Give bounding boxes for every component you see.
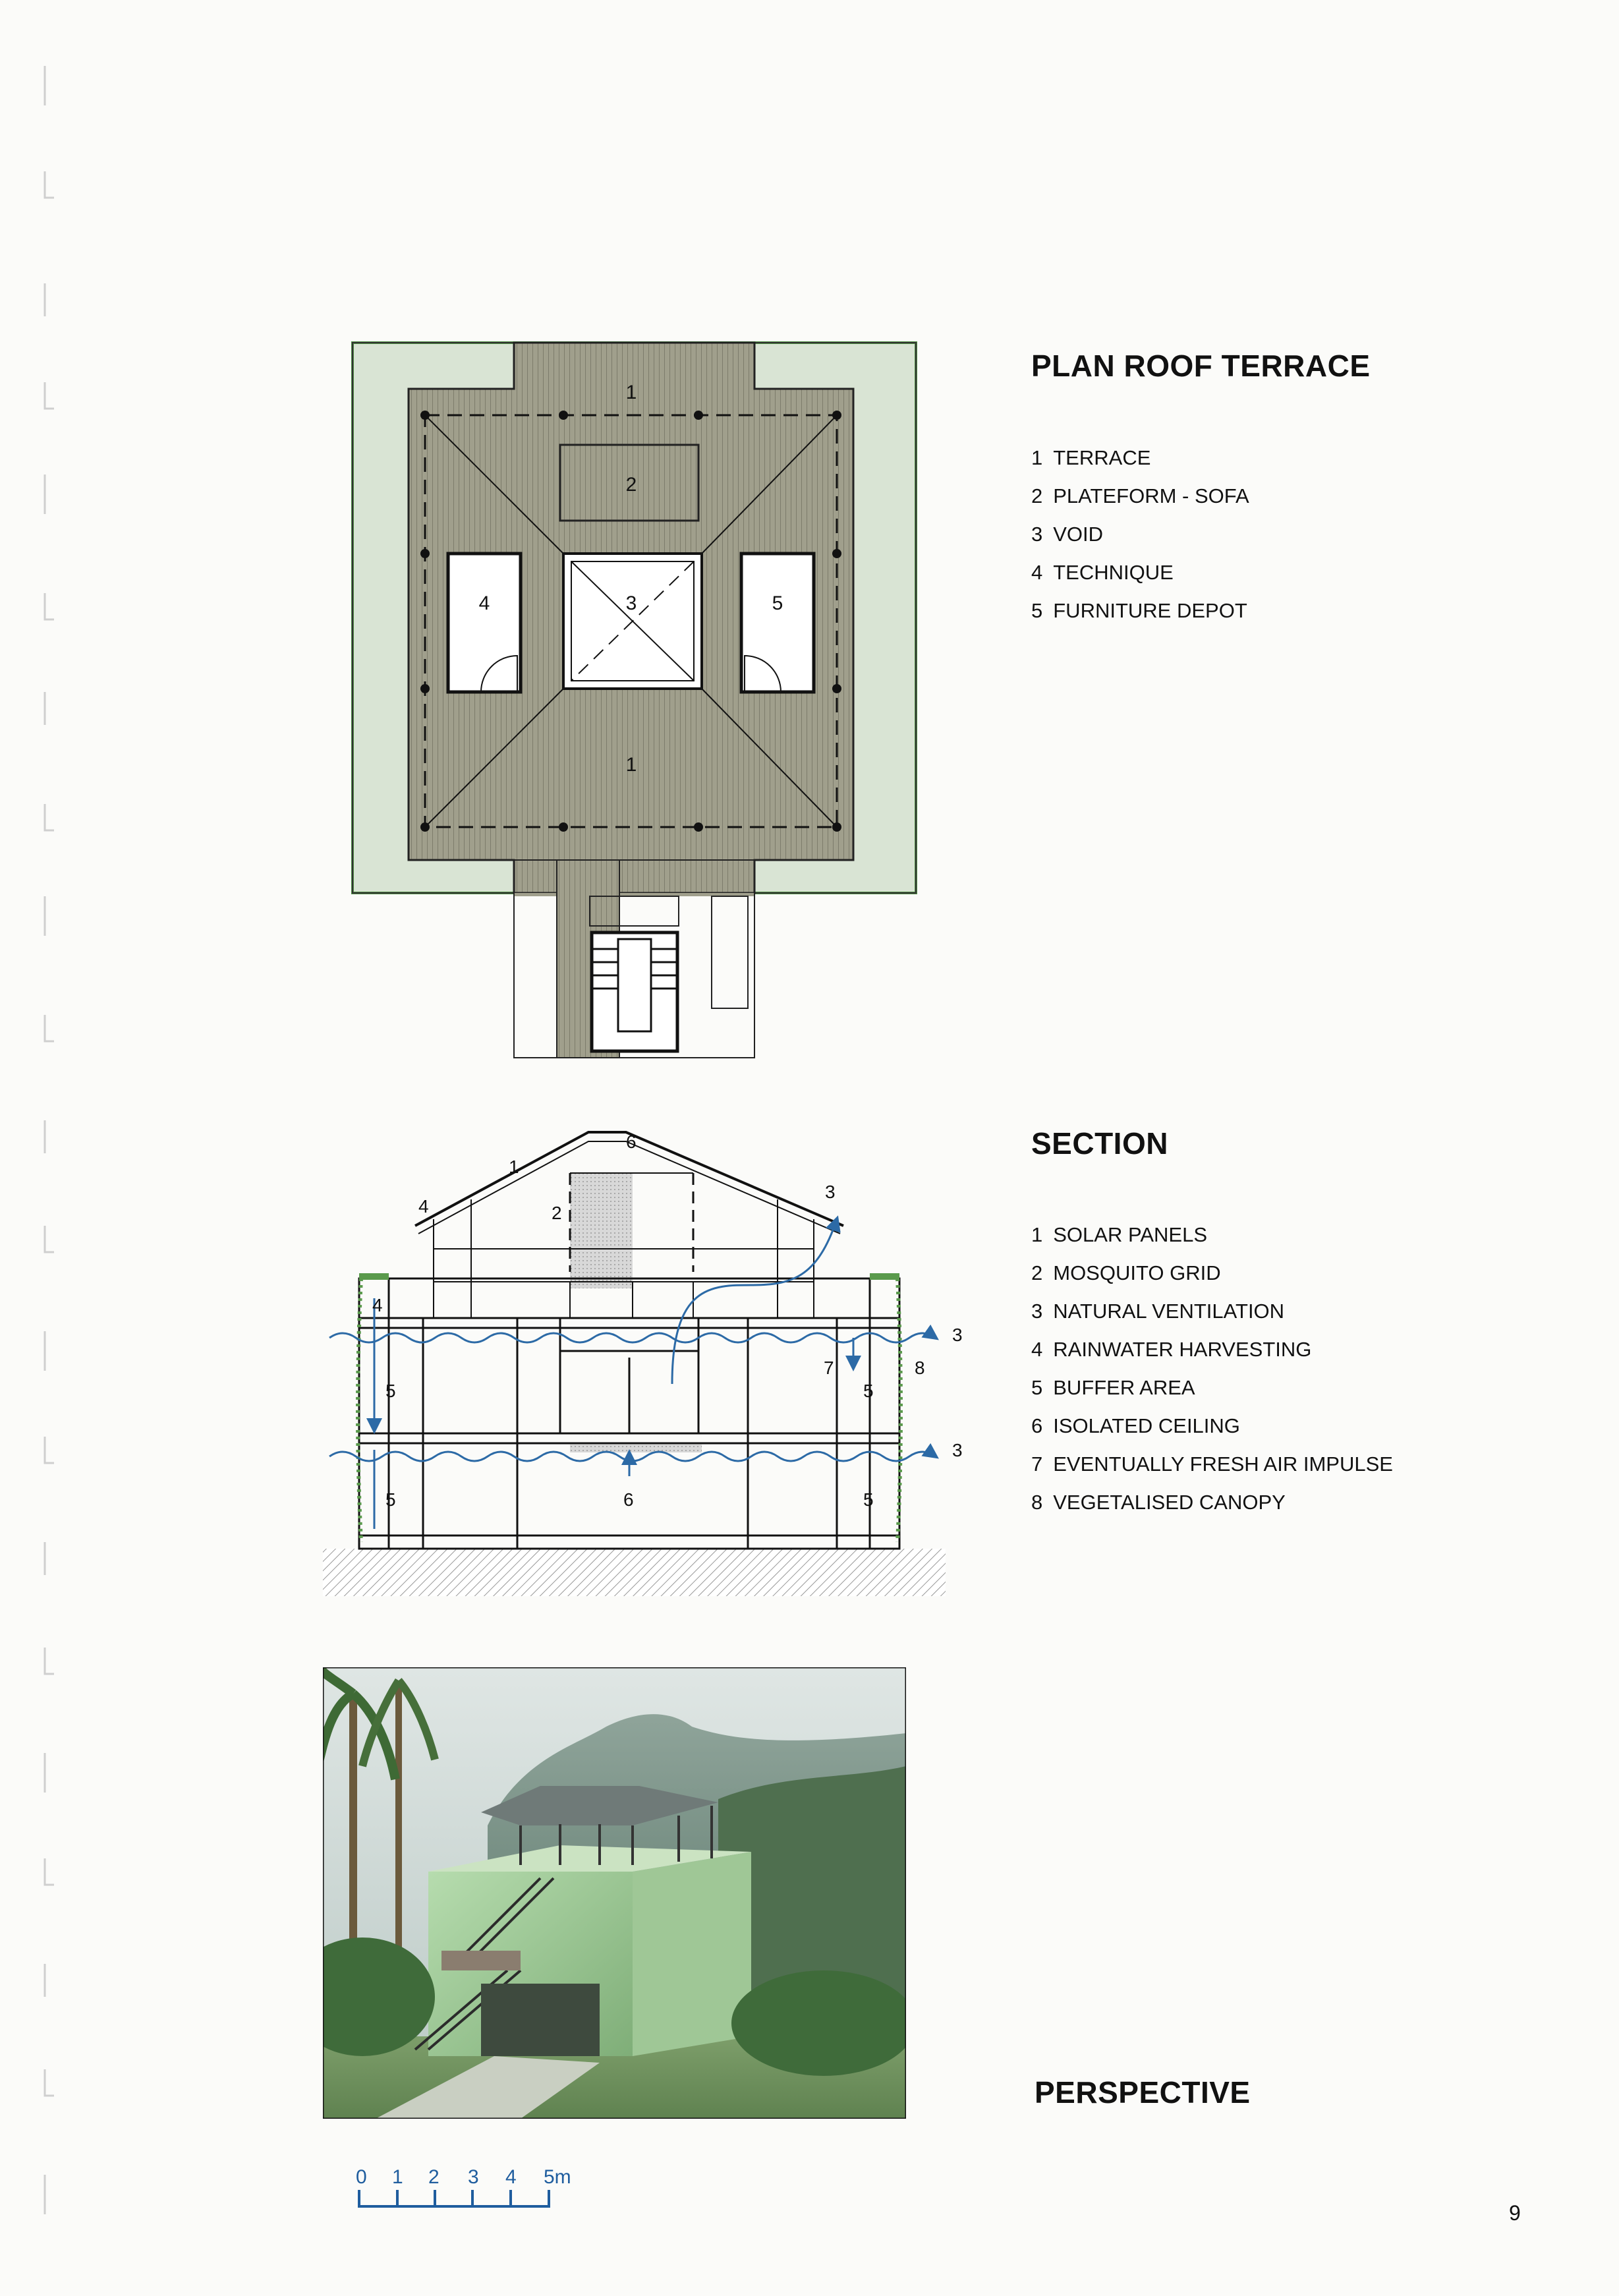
section-label-ventilation-top: 3 bbox=[825, 1182, 836, 1202]
section-legend-item: 3 NATURAL VENTILATION bbox=[1031, 1300, 1285, 1323]
scale-tick-5: 5m bbox=[544, 2166, 571, 2188]
perspective-render bbox=[323, 1667, 906, 2119]
section-label-buffer-2: 5 bbox=[385, 1489, 396, 1510]
binding-marks bbox=[32, 66, 65, 2241]
section-legend-item: 5 BUFFER AREA bbox=[1031, 1376, 1195, 1399]
furniture-depot bbox=[741, 554, 814, 692]
section-label-ceiling: 6 bbox=[623, 1489, 634, 1510]
section-legend-item: 8 VEGETALISED CANOPY bbox=[1031, 1491, 1286, 1514]
plan-label-terrace-top: 1 bbox=[625, 382, 637, 403]
perspective-title: PERSPECTIVE bbox=[1035, 2075, 1251, 2109]
section-legend-item: 4 RAINWATER HARVESTING bbox=[1031, 1338, 1312, 1361]
section-title: SECTION bbox=[1031, 1126, 1168, 1161]
scale-bar bbox=[353, 2160, 590, 2220]
section-label-ceiling-top: 6 bbox=[626, 1132, 637, 1152]
plan-legend-item: 1 TERRACE bbox=[1031, 446, 1151, 469]
section-label-ventilation-1: 3 bbox=[952, 1325, 963, 1345]
section-label-impulse: 7 bbox=[824, 1358, 834, 1378]
stair-icon bbox=[592, 933, 677, 1051]
plan-legend-item: 4 TECHNIQUE bbox=[1031, 561, 1174, 584]
section-legend-item: 7 EVENTUALLY FRESH AIR IMPULSE bbox=[1031, 1452, 1393, 1476]
scale-tick-0: 0 bbox=[356, 2166, 367, 2188]
plan-label-void: 3 bbox=[625, 592, 637, 614]
plan-title: PLAN ROOF TERRACE bbox=[1031, 349, 1371, 383]
section-label-rainwater: 4 bbox=[372, 1295, 383, 1315]
section-label-buffer-4: 5 bbox=[863, 1489, 874, 1510]
scale-tick-1: 1 bbox=[392, 2166, 403, 2188]
section-label-grid: 2 bbox=[552, 1203, 562, 1223]
plan-label-depot: 5 bbox=[772, 592, 783, 614]
plan-legend bbox=[1031, 439, 1249, 630]
plan-legend-item: 3 VOID bbox=[1031, 523, 1104, 546]
section-legend-item: 6 ISOLATED CEILING bbox=[1031, 1414, 1240, 1437]
section-legend bbox=[1031, 1216, 1393, 1522]
section-label-rainwater-top: 4 bbox=[418, 1196, 429, 1217]
ground-floor-opening bbox=[481, 1984, 600, 2056]
roof-plan-drawing bbox=[343, 333, 923, 1077]
section-label-buffer-1: 5 bbox=[385, 1381, 396, 1401]
scale-tick-2: 2 bbox=[428, 2166, 440, 2188]
plan-label-terrace-bottom: 1 bbox=[625, 754, 637, 776]
plan-legend-item: 2 PLATEFORM - SOFA bbox=[1031, 484, 1249, 507]
section-label-solar: 1 bbox=[509, 1157, 519, 1177]
section-label-canopy: 8 bbox=[915, 1358, 925, 1378]
scale-tick-3: 3 bbox=[468, 2166, 479, 2188]
vegetalised-canopy-left bbox=[359, 1273, 389, 1280]
plan-label-technique: 4 bbox=[478, 592, 490, 614]
page-number: 9 bbox=[1509, 2201, 1521, 2225]
vegetalised-canopy-right bbox=[870, 1273, 899, 1280]
ground bbox=[323, 1549, 946, 1596]
section-label-buffer-3: 5 bbox=[863, 1381, 874, 1401]
section-drawing bbox=[316, 1120, 975, 1601]
plan-label-sofa: 2 bbox=[625, 474, 637, 496]
technique-room bbox=[448, 554, 521, 692]
scale-tick-4: 4 bbox=[505, 2166, 517, 2188]
section-legend-item: 1 SOLAR PANELS bbox=[1031, 1223, 1207, 1246]
plan-legend-item: 5 FURNITURE DEPOT bbox=[1031, 599, 1247, 622]
section-legend-item: 2 MOSQUITO GRID bbox=[1031, 1261, 1221, 1284]
section-label-ventilation-2: 3 bbox=[952, 1440, 963, 1460]
